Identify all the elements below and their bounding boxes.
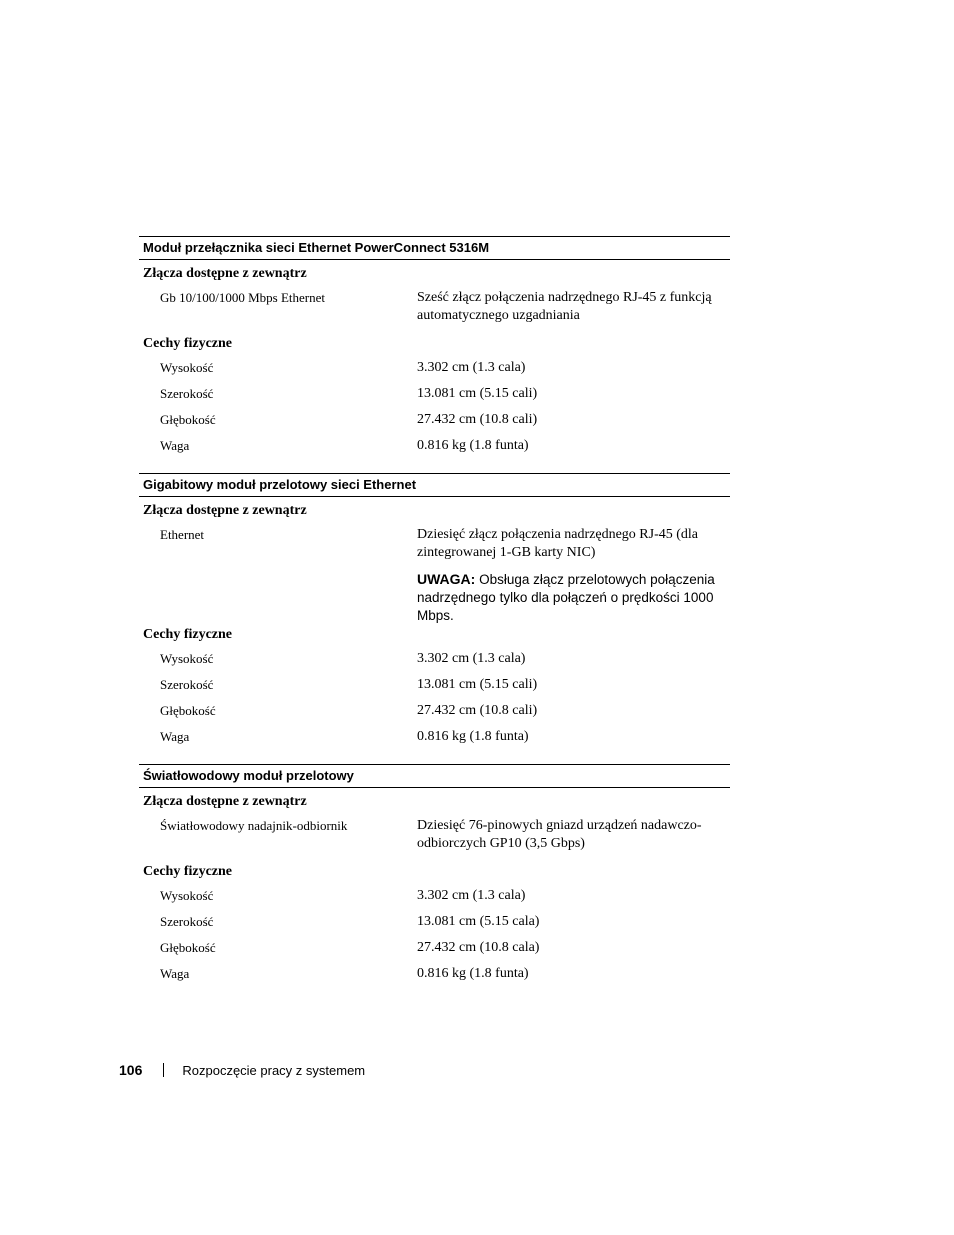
spec-label: Szerokość [160,914,214,929]
spec-row [139,408,730,434]
section-gap [139,751,730,764]
spec-label: Wysokość [160,360,214,375]
spec-value: 0.816 kg (1.8 funta) [417,966,529,981]
section-title: Światłowodowy moduł przelotowy [139,764,730,788]
spec-row [139,884,730,910]
spec-row [139,523,730,567]
spec-label: Głębokość [160,412,216,427]
spec-value: 3.302 cm (1.3 cala) [417,651,526,666]
spec-row [139,434,730,460]
spec-value: 27.432 cm (10.8 cali) [417,412,538,427]
note-row [139,567,730,621]
spec-value: 3.302 cm (1.3 cala) [417,360,526,375]
spec-label: Szerokość [160,677,214,692]
spec-label: Waga [160,966,190,981]
chapter-title: Rozpoczęcie pracy z systemem [182,1062,366,1078]
connectors-heading: Złącza dostępne z zewnątrz [143,794,307,809]
spec-label: Światłowodowy nadajnik-odbiornik [160,818,348,833]
spec-value: 0.816 kg (1.8 funta) [417,729,529,744]
spec-value: Dziesięć złącz połączenia nadrzędnego RJ-45 (dla zintegrowanej 1-GB karty NIC) [417,527,699,560]
spec-value: Sześć złącz połączenia nadrzędnego RJ-45 z funkcją automatycznego uzgadniania [417,290,712,323]
note-text: Obsługa złącz przelotowych połączenia nadrzędnego tylko dla połączeń o prędkości 1000 Mbps. [417,572,715,623]
spec-row [139,814,730,858]
note-label: UWAGA: [417,571,476,587]
spec-row [139,910,730,936]
spec-row [139,699,730,725]
spec-value: 13.081 cm (5.15 cali) [417,677,538,692]
connectors-heading: Złącza dostępne z zewnątrz [143,266,307,281]
spec-value: 27.432 cm (10.8 cali) [417,703,538,718]
spec-row [139,673,730,699]
section-gap [139,460,730,473]
note-spacer [139,567,417,621]
page-number: 106 [119,1062,143,1078]
physical-heading: Cechy fizyczne [143,336,233,351]
section-title: Moduł przełącznika sieci Ethernet PowerConnect 5316M [139,236,730,260]
spec-row [139,286,730,330]
spec-row [139,382,730,408]
spec-row [139,647,730,673]
spec-label: Wysokość [160,888,214,903]
spec-value: 0.816 kg (1.8 funta) [417,438,529,453]
specifications-table [139,236,730,988]
spec-value: 3.302 cm (1.3 cala) [417,888,526,903]
spec-value: 27.432 cm (10.8 cala) [417,940,540,955]
note [417,567,717,621]
spec-label: Waga [160,438,190,453]
physical-heading: Cechy fizyczne [143,864,233,879]
spec-value: Dziesięć 76-pinowych gniazd urządzeń nadawczo-odbiorczych GP10 (3,5 Gbps) [417,818,702,851]
spec-row [139,962,730,988]
footer-divider [163,1063,164,1077]
spec-label: Waga [160,729,190,744]
spec-label: Szerokość [160,386,214,401]
spec-row [139,936,730,962]
spec-row [139,725,730,751]
spec-label: Głębokość [160,703,216,718]
connectors-heading: Złącza dostępne z zewnątrz [143,503,307,518]
spec-label: Wysokość [160,651,214,666]
spec-value: 13.081 cm (5.15 cala) [417,914,540,929]
spec-label: Ethernet [160,527,205,542]
section-title: Gigabitowy moduł przelotowy sieci Ethernet [139,473,730,497]
spec-label: Głębokość [160,940,216,955]
page-footer [119,1062,365,1078]
spec-label: Gb 10/100/1000 Mbps Ethernet [160,290,326,305]
spec-value: 13.081 cm (5.15 cali) [417,386,538,401]
spec-row [139,356,730,382]
physical-heading: Cechy fizyczne [143,627,233,642]
